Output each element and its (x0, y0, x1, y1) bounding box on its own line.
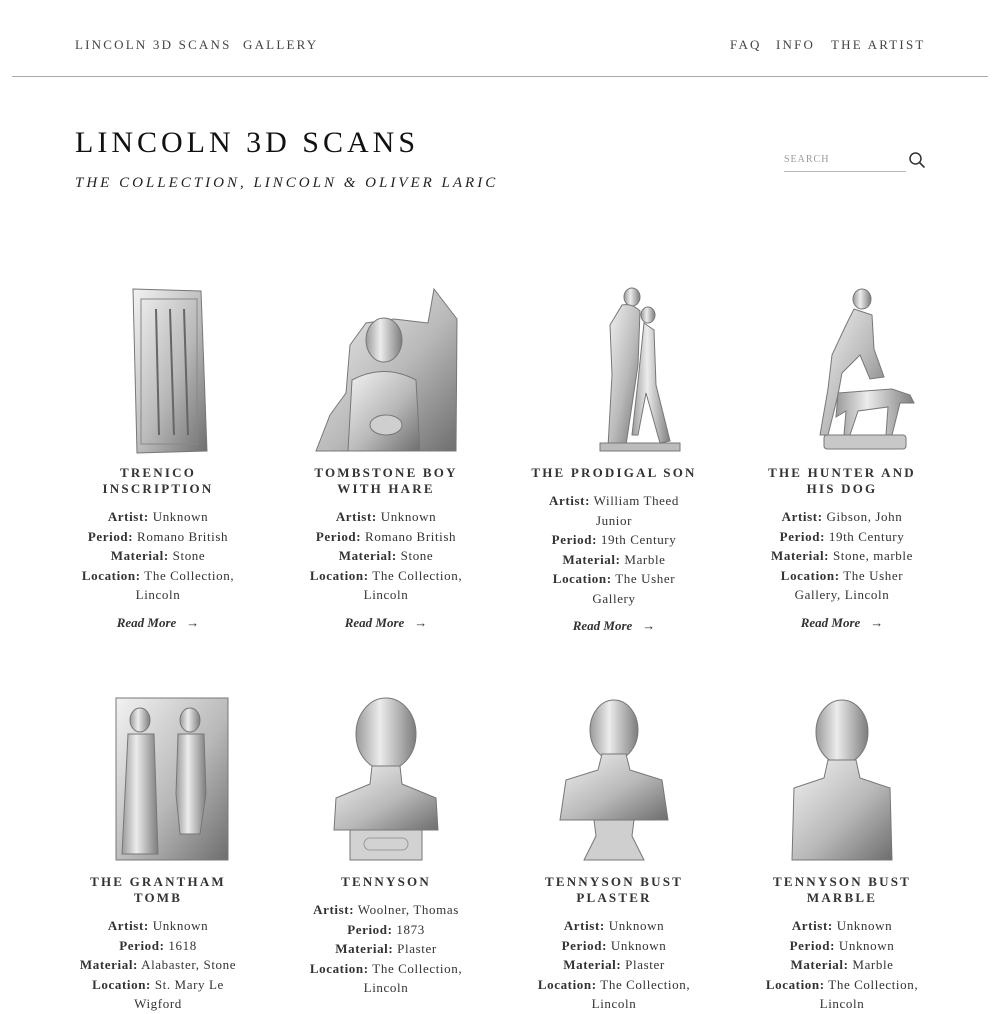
nav-home-link[interactable]: LINCOLN 3D SCANS (75, 37, 232, 52)
period-label: Period: (119, 937, 165, 953)
location-label: Location: (309, 960, 369, 976)
nav-faq-link[interactable]: FAQ (730, 37, 762, 52)
location-label: Location: (92, 976, 151, 992)
artist-label: Artist: (107, 509, 149, 524)
arrow-right-icon: → (870, 614, 884, 630)
top-navigation (0, 0, 1000, 78)
location-value: The Collection, Lincoln (819, 976, 919, 1011)
read-more-link[interactable] (573, 618, 656, 634)
location-value: The Usher Gallery (592, 571, 676, 606)
location-value: The Collection, Lincoln (591, 976, 691, 1011)
collection-card (728, 694, 956, 1014)
artist-label: Artist: (563, 918, 605, 933)
material-label: Material: (79, 957, 138, 972)
location-label: Location: (81, 567, 141, 583)
artist-label: Artist: (335, 509, 377, 524)
artist-value: Unknown (608, 918, 665, 933)
period-label: Period: (315, 528, 362, 544)
nav-gallery-link[interactable]: GALLERY (243, 37, 319, 52)
nav-the-artist-link[interactable]: THE ARTIST (831, 37, 926, 52)
read-more-link[interactable] (117, 615, 200, 631)
collection-card (44, 694, 272, 1014)
artist-value: Unknown (152, 509, 209, 524)
period-value: Romano British (365, 528, 457, 544)
item-title[interactable]: TENNYSON BUST PLASTER (544, 874, 684, 905)
material-value: Stone (400, 548, 434, 563)
artist-value: William Theed Junior (593, 493, 680, 528)
artist-value: Woolner, Thomas (357, 902, 459, 917)
period-value: 19th Century (600, 532, 677, 547)
artist-value: Unknown (380, 509, 437, 524)
item-title[interactable]: TENNYSON BUST MARBLE (772, 874, 912, 905)
location-value: The Usher Gallery, Lincoln (794, 567, 904, 602)
artist-label: Artist: (313, 902, 355, 917)
the-hunter-and-his-dog-image[interactable] (742, 285, 942, 455)
material-value: Stone, marble (832, 548, 913, 563)
item-details (534, 916, 694, 1014)
collection-card (500, 285, 728, 634)
the-grantham-tomb-image[interactable] (58, 694, 258, 864)
search-input[interactable] (784, 148, 906, 172)
material-label: Material: (790, 957, 849, 972)
item-details (762, 507, 922, 605)
tombstone-boy-with-hare-image[interactable] (286, 285, 486, 455)
location-value: St. Mary Le Wigford (134, 976, 224, 1011)
location-label: Location: (537, 976, 597, 992)
page-subtitle: THE COLLECTION, LINCOLN & OLIVER LARIC (75, 175, 499, 191)
item-title[interactable]: THE GRANTHAM TOMB (90, 874, 226, 905)
item-details (534, 491, 694, 608)
arrow-right-icon: → (186, 614, 200, 630)
period-value: 1618 (168, 937, 197, 953)
trenico-inscription-image[interactable] (58, 285, 258, 455)
item-details (306, 900, 466, 998)
artist-label: Artist: (548, 493, 591, 508)
read-more-label: Read More (572, 618, 633, 633)
artist-label: Artist: (107, 918, 149, 933)
period-value: Romano British (137, 528, 229, 544)
artist-value: Unknown (836, 918, 893, 933)
period-label: Period: (87, 528, 134, 544)
read-more-label: Read More (344, 614, 405, 630)
item-details (762, 916, 922, 1014)
location-label: Location: (552, 571, 612, 586)
period-value: 1873 (396, 921, 425, 937)
tennyson-bust-marble-image[interactable] (742, 694, 942, 864)
tennyson-bust-plaster-image[interactable] (514, 694, 714, 864)
search-box (784, 148, 926, 174)
material-label: Material: (338, 548, 397, 563)
material-label: Material: (110, 548, 169, 563)
location-label: Location: (780, 567, 840, 583)
tennyson-bust-image[interactable] (286, 694, 486, 864)
period-value: Unknown (838, 937, 895, 953)
item-title[interactable]: TRENICO INSCRIPTION (102, 465, 214, 496)
material-value: Plaster (397, 941, 437, 956)
period-value: Unknown (610, 937, 667, 953)
item-title[interactable]: TENNYSON (341, 874, 431, 889)
location-value: The Collection, Lincoln (363, 567, 463, 602)
period-label: Period: (551, 532, 598, 547)
search-icon[interactable] (908, 151, 926, 169)
page-title: LINCOLN 3D SCANS (75, 126, 420, 159)
location-value: The Collection, Lincoln (135, 567, 235, 602)
arrow-right-icon: → (414, 614, 428, 630)
read-more-label: Read More (800, 614, 861, 630)
material-label: Material: (562, 551, 621, 567)
artist-label: Artist: (781, 509, 823, 524)
header-divider (12, 76, 988, 77)
location-value: The Collection, Lincoln (363, 960, 463, 995)
item-details (78, 507, 238, 605)
material-value: Plaster (625, 957, 665, 972)
material-label: Material: (771, 548, 830, 563)
period-label: Period: (779, 528, 826, 544)
artist-value: Unknown (152, 918, 209, 933)
period-label: Period: (789, 937, 835, 953)
collection-card (500, 694, 728, 1014)
collection-card (272, 694, 500, 998)
collection-card (728, 285, 956, 631)
material-label: Material: (563, 957, 622, 972)
item-title[interactable]: THE PRODIGAL SON (531, 465, 697, 480)
material-value: Stone (172, 548, 206, 563)
location-label: Location: (309, 567, 369, 583)
artist-value: Gibson, John (826, 509, 903, 524)
read-more-link[interactable] (345, 615, 428, 631)
period-label: Period: (561, 937, 607, 953)
item-title[interactable]: THE HUNTER AND HIS DOG (768, 465, 916, 496)
material-label: Material: (335, 941, 394, 956)
material-value: Marble (624, 551, 666, 567)
the-prodigal-son-image[interactable] (514, 285, 714, 455)
artist-label: Artist: (791, 918, 833, 933)
material-value: Marble (852, 957, 894, 972)
item-title[interactable]: TOMBSTONE BOY WITH HARE (314, 465, 458, 496)
item-details (78, 916, 238, 1014)
arrow-right-icon: → (642, 618, 656, 633)
material-value: Alabaster, Stone (141, 957, 237, 972)
nav-info-link[interactable]: INFO (776, 37, 816, 52)
item-details (306, 507, 466, 605)
read-more-link[interactable] (801, 615, 884, 631)
collection-card (44, 285, 272, 631)
period-label: Period: (347, 921, 393, 937)
period-value: 19th Century (828, 528, 905, 544)
read-more-label: Read More (116, 614, 177, 630)
location-label: Location: (765, 976, 825, 992)
collection-card (272, 285, 500, 631)
